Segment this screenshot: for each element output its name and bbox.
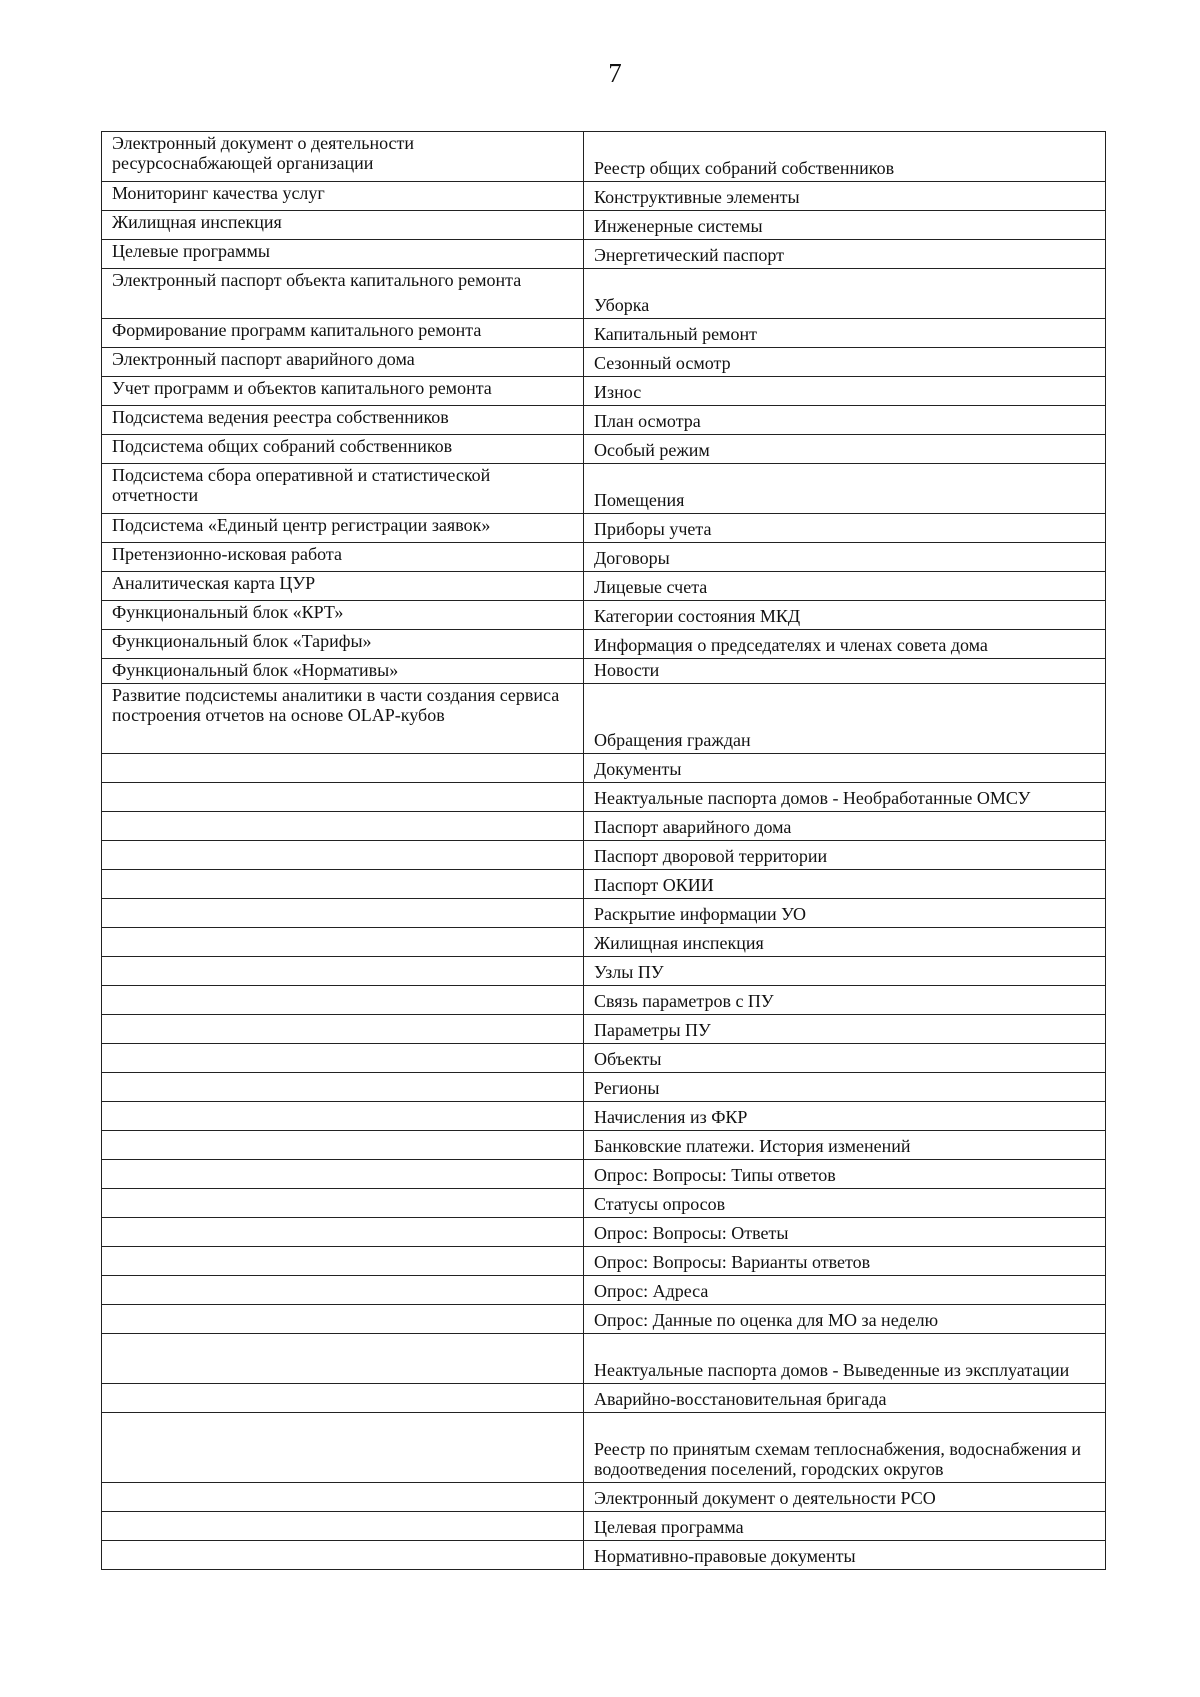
table-cell-left [102,1073,584,1102]
table-cell-left: Функциональный блок «КРТ» [102,601,584,630]
table-cell-right: Договоры [584,543,1106,572]
table-row [102,1189,1106,1218]
table-cell-right: Нормативно-правовые документы [584,1541,1106,1570]
table-cell-left [102,986,584,1015]
table-row [102,132,1106,182]
table-row [102,572,1106,601]
table-cell-right: Начисления из ФКР [584,1102,1106,1131]
table-cell-left [102,1131,584,1160]
table-row [102,182,1106,211]
table-row [102,269,1106,319]
table-row [102,841,1106,870]
table-cell-left [102,870,584,899]
table-row [102,1044,1106,1073]
table-cell-right: Узлы ПУ [584,957,1106,986]
table-cell-left: Электронный документ о деятельности ресурсоснабжающей организации [102,132,584,182]
table-cell-right: Неактуальные паспорта домов - Необработанные ОМСУ [584,783,1106,812]
table-cell-right: Паспорт дворовой территории [584,841,1106,870]
table-cell-left: Электронный паспорт объекта капитального ремонта [102,269,584,319]
table-cell-left [102,1102,584,1131]
table-cell-right: Помещения [584,464,1106,514]
table-cell-right: Обращения граждан [584,684,1106,754]
table-cell-left [102,899,584,928]
table-row [102,783,1106,812]
table-cell-right: Новости [584,659,1106,684]
table-cell-right: Банковские платежи. История изменений [584,1131,1106,1160]
table-cell-left [102,1189,584,1218]
table-row [102,754,1106,783]
table-cell-left [102,1541,584,1570]
table-row [102,377,1106,406]
table-cell-right: Опрос: Данные по оценка для МО за неделю [584,1305,1106,1334]
table-row [102,435,1106,464]
table-row [102,1334,1106,1384]
table-cell-right: Объекты [584,1044,1106,1073]
table-cell-right: Паспорт ОКИИ [584,870,1106,899]
table-row [102,1512,1106,1541]
table-cell-right: Опрос: Адреса [584,1276,1106,1305]
table-cell-right: Опрос: Вопросы: Варианты ответов [584,1247,1106,1276]
table-cell-left [102,1218,584,1247]
table-cell-right: Документы [584,754,1106,783]
table-cell-right: Особый режим [584,435,1106,464]
table-cell-left [102,1160,584,1189]
table-cell-left: Аналитическая карта ЦУР [102,572,584,601]
table-cell-right: Целевая программа [584,1512,1106,1541]
table-row [102,1160,1106,1189]
table-cell-left [102,1413,584,1483]
document-table [101,131,1106,1570]
table-row [102,1276,1106,1305]
table-row [102,1413,1106,1483]
page-number: 7 [608,58,622,88]
table-row [102,1015,1106,1044]
table-row [102,319,1106,348]
table-cell-right: Сезонный осмотр [584,348,1106,377]
table-cell-left: Претензионно-исковая работа [102,543,584,572]
table-cell-right: Реестр общих собраний собственников [584,132,1106,182]
table-row [102,601,1106,630]
table-cell-left: Учет программ и объектов капитального ремонта [102,377,584,406]
table-cell-right: Статусы опросов [584,1189,1106,1218]
table-row [102,464,1106,514]
table-row [102,543,1106,572]
table-cell-right: Приборы учета [584,514,1106,543]
table-cell-left [102,1305,584,1334]
table-cell-left: Целевые программы [102,240,584,269]
table-row [102,1247,1106,1276]
table-row [102,1305,1106,1334]
table-row [102,1218,1106,1247]
table-cell-left: Развитие подсистемы аналитики в части создания сервиса построения отчетов на основе OLAP-кубов [102,684,584,754]
table-cell-left [102,1247,584,1276]
table-cell-left: Мониторинг качества услуг [102,182,584,211]
table-cell-right: Регионы [584,1073,1106,1102]
table-row [102,899,1106,928]
table-cell-right: Связь параметров с ПУ [584,986,1106,1015]
table-cell-left [102,754,584,783]
table-cell-left: Электронный паспорт аварийного дома [102,348,584,377]
table-cell-right: Реестр по принятым схемам теплоснабжения, водоснабжения и водоотведения поселений, городских округов [584,1413,1106,1483]
table-cell-left [102,957,584,986]
table-cell-right: Электронный документ о деятельности РСО [584,1483,1106,1512]
table-cell-right: Категории состояния МКД [584,601,1106,630]
table-cell-left [102,928,584,957]
table-row [102,928,1106,957]
table-cell-left: Подсистема ведения реестра собственников [102,406,584,435]
table-row [102,870,1106,899]
table-cell-right: Жилищная инспекция [584,928,1106,957]
table-row [102,684,1106,754]
table-row [102,1483,1106,1512]
table-cell-left [102,1276,584,1305]
table-cell-right: Информация о председателях и членах совета дома [584,630,1106,659]
table-cell-left: Функциональный блок «Тарифы» [102,630,584,659]
table-cell-left [102,783,584,812]
table-cell-right: Лицевые счета [584,572,1106,601]
table-row [102,630,1106,659]
table-body [102,132,1106,1570]
table-cell-left [102,1015,584,1044]
table-cell-right: Износ [584,377,1106,406]
table-row [102,957,1106,986]
table-cell-right: Неактуальные паспорта домов - Выведенные из эксплуатации [584,1334,1106,1384]
table-cell-left [102,1044,584,1073]
table-row [102,1073,1106,1102]
table-cell-right: Уборка [584,269,1106,319]
table-row [102,1541,1106,1570]
table-cell-left: Подсистема общих собраний собственников [102,435,584,464]
table-row [102,812,1106,841]
table-cell-right: План осмотра [584,406,1106,435]
table-row [102,211,1106,240]
table-cell-left [102,1384,584,1413]
table-cell-right: Капитальный ремонт [584,319,1106,348]
table-row [102,1384,1106,1413]
table-cell-left: Функциональный блок «Нормативы» [102,659,584,684]
table-cell-right: Конструктивные элементы [584,182,1106,211]
table-cell-left [102,1483,584,1512]
table-cell-left: Подсистема сбора оперативной и статистической отчетности [102,464,584,514]
table-cell-left [102,1334,584,1384]
table-cell-right: Параметры ПУ [584,1015,1106,1044]
table-cell-left [102,1512,584,1541]
table-cell-left [102,841,584,870]
table-cell-right: Опрос: Вопросы: Ответы [584,1218,1106,1247]
table-cell-left: Жилищная инспекция [102,211,584,240]
table-row [102,986,1106,1015]
table-row [102,406,1106,435]
table-cell-right: Энергетический паспорт [584,240,1106,269]
table-row [102,1102,1106,1131]
table-row [102,659,1106,684]
table-cell-right: Аварийно-восстановительная бригада [584,1384,1106,1413]
table-cell-right: Раскрытие информации УО [584,899,1106,928]
table-row [102,240,1106,269]
table-cell-left: Подсистема «Единый центр регистрации заявок» [102,514,584,543]
table-row [102,514,1106,543]
table-cell-left: Формирование программ капитального ремонта [102,319,584,348]
table-cell-left [102,812,584,841]
table-cell-right: Паспорт аварийного дома [584,812,1106,841]
table-cell-right: Опрос: Вопросы: Типы ответов [584,1160,1106,1189]
table-cell-right: Инженерные системы [584,211,1106,240]
table-row [102,348,1106,377]
table-row [102,1131,1106,1160]
